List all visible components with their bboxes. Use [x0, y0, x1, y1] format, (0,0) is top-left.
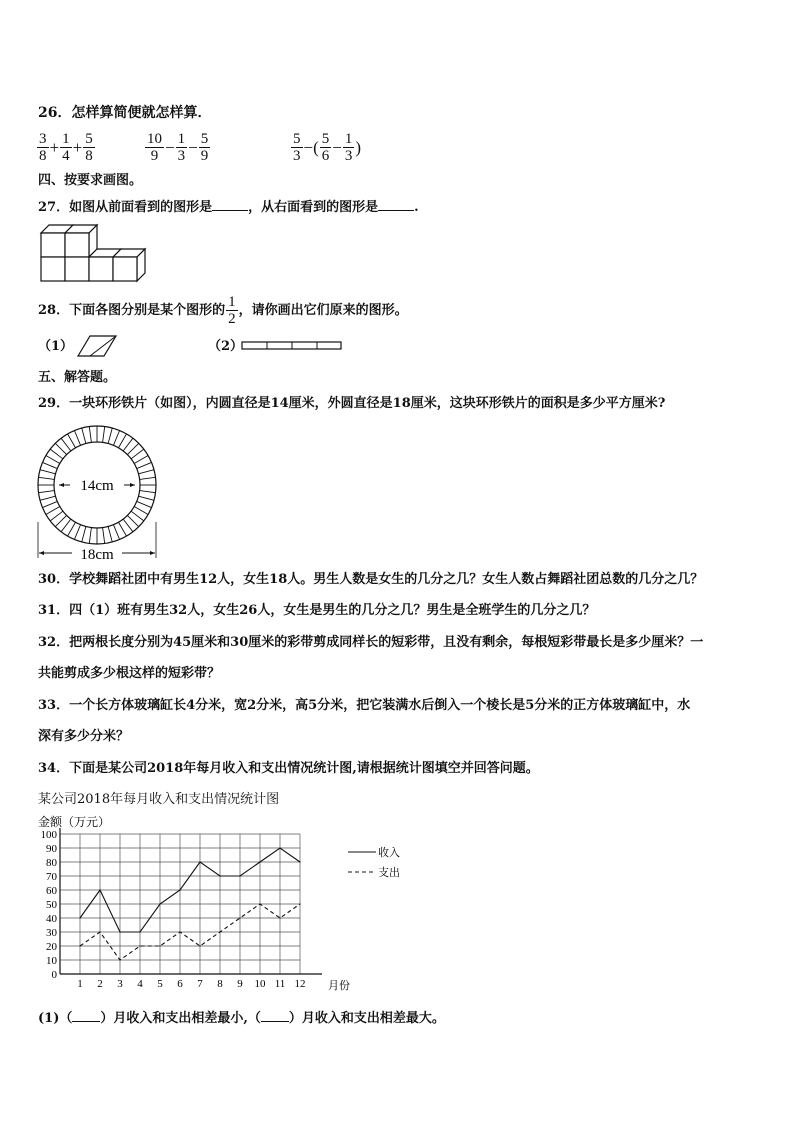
data-point [299, 903, 300, 904]
data-point [179, 931, 180, 932]
data-point [99, 931, 100, 932]
parallelogram-figure [76, 333, 118, 359]
outer-diameter-label: 18cm [80, 547, 114, 562]
segmented-bar-figure [240, 340, 344, 352]
chart-y-axis-label: 金额（万元） [38, 815, 111, 829]
ring-spoke [74, 430, 80, 445]
data-point [179, 889, 180, 890]
q29-line [38, 395, 665, 413]
x-tick-label: 10 [254, 978, 266, 990]
ring-spoke [103, 427, 105, 443]
ring-spoke [89, 528, 91, 544]
cube-stack-figure [38, 222, 148, 284]
x-tick-label: 1 [77, 978, 83, 990]
q28-number: 28． [38, 303, 70, 318]
ring-spoke [131, 511, 144, 521]
ring-spoke [39, 477, 55, 479]
ring-spoke [103, 528, 105, 544]
x-tick-label: 6 [177, 978, 183, 990]
annulus-figure [36, 422, 162, 562]
ring-spoke [140, 491, 156, 493]
y-tick-label: 90 [46, 843, 57, 855]
ring-spoke [139, 496, 154, 500]
q28-text-2: ，请你画出它们原来的图形。 [238, 303, 408, 318]
ring-spoke [39, 491, 55, 493]
q28-text-1: 下面各图分别是某个图形的 [69, 303, 226, 318]
legend-label: 支出 [378, 867, 400, 879]
ring-spoke [137, 501, 152, 507]
ring-spoke [140, 477, 156, 479]
ring-spoke [137, 462, 152, 468]
ring-spoke [119, 434, 127, 448]
q34-sub1-prefix: (1)（ [38, 1011, 73, 1026]
ring-spoke [123, 438, 133, 451]
data-point [199, 945, 200, 946]
q29-text: 一块环形铁片（如图），内圆直径是14厘米，外圆直径是18厘米，这块环形铁片的面积是多少平方厘米? [69, 396, 666, 411]
q32-line-2: 共能剪成多少根这样的短彩带？ [38, 666, 221, 681]
q26-text: 怎样算简便就怎样算． [71, 105, 212, 121]
y-tick-label: 100 [40, 829, 57, 841]
section-5-heading: 五、解答题。 [38, 370, 117, 385]
q28-label-1: （1） [38, 339, 74, 354]
data-point [119, 931, 120, 932]
data-point [279, 847, 280, 848]
ring-spoke [123, 519, 133, 532]
y-tick-label: 0 [51, 969, 57, 981]
x-tick-label: 12 [294, 978, 306, 990]
q34-sub1-text-2: ）月收入和支出相差最大。 [288, 1011, 445, 1026]
legend-label: 收入 [378, 847, 400, 859]
q26-line [38, 104, 211, 122]
q34-sub1-blank-2[interactable] [261, 1021, 289, 1022]
q33-text-1: 一个长方体玻璃缸长4分米，宽2分米，高5分米，把它装满水后倒入一个棱长是5分米的正方体玻璃缸中，水 [69, 698, 691, 713]
q30-line [38, 571, 703, 589]
y-tick-label: 80 [46, 857, 57, 869]
data-point [139, 931, 140, 932]
data-point [159, 945, 160, 946]
data-point [279, 917, 280, 918]
q27-number: 27． [38, 200, 70, 215]
data-point [219, 875, 220, 876]
y-tick-label: 50 [46, 899, 57, 911]
ring-spoke [134, 456, 148, 464]
data-point [259, 903, 260, 904]
data-point [159, 903, 160, 904]
y-tick-label: 40 [46, 913, 57, 925]
ring-spoke [127, 515, 138, 526]
q28-label-2: （2） [208, 339, 244, 354]
q34-number: 34． [38, 761, 70, 776]
q31-text: 四（1）班有男生32人，女生26人，女生是男生的几分之几？男生是全班学生的几分之几？ [69, 603, 596, 618]
ring-spoke [82, 428, 86, 443]
q32-text-1: 把两根长度分别为45厘米和30厘米的彩带剪成同样长的短彩带，且没有剩余，每根短彩带最长是多少厘米？一 [69, 635, 704, 650]
y-tick-label: 60 [46, 885, 57, 897]
ring-spoke [113, 430, 119, 445]
q34-text: 下面是某公司2018年每月收入和支出情况统计图,请根据统计图填空并回答问题。 [69, 761, 539, 776]
q27-text-2: ，从右面看到的图形是 [248, 200, 379, 215]
x-axis-label: 月份 [328, 980, 350, 992]
data-point [239, 875, 240, 876]
inner-diameter-label: 14cm [80, 478, 114, 494]
q28-fraction: $\frac{1}{2}$ [228, 294, 236, 327]
q27-text-1: 如图从前面看到的图形是 [69, 200, 213, 215]
data-point [239, 917, 240, 918]
q28-line [38, 294, 408, 327]
q34-sub1-text-1: ）月收入和支出相差最小,（ [100, 1011, 261, 1026]
x-tick-label: 3 [117, 978, 123, 990]
data-point [259, 861, 260, 862]
q34-sub1-line [38, 1010, 445, 1028]
q30-text: 学校舞蹈社团中有男生12人，女生18人。男生人数是女生的几分之几？女生人数占舞蹈社团总数的几分之几？ [69, 572, 704, 587]
q30-number: 30． [38, 572, 70, 587]
ring-spoke [139, 470, 154, 474]
q31-line [38, 602, 595, 620]
data-point [99, 889, 100, 890]
q34-line [38, 760, 539, 778]
y-tick-label: 30 [46, 927, 57, 939]
q31-number: 31． [38, 603, 70, 618]
q33-line-1 [38, 697, 690, 715]
ring-spoke [40, 470, 55, 474]
x-tick-label: 5 [157, 978, 163, 990]
q29-number: 29． [38, 396, 70, 411]
q33-line-2: 深有多少分米？ [38, 729, 130, 744]
ring-spoke [40, 496, 55, 500]
ring-spoke [131, 449, 144, 459]
q26-number: 26． [38, 105, 72, 121]
ring-spoke [74, 525, 80, 540]
expression-3: $\frac{5}{3}$ −( $\frac{5}{6}$ − $\frac{1}{3}$ ) [293, 131, 362, 164]
expression-2: $\frac{10}{9}$ − $\frac{1}{3}$ − $\frac{5}{9}$ [147, 131, 209, 164]
ring-spoke [61, 438, 71, 451]
x-tick-label: 11 [274, 978, 286, 990]
ring-spoke [68, 434, 76, 448]
y-tick-label: 70 [46, 871, 57, 883]
x-tick-label: 8 [217, 978, 223, 990]
ring-spoke [89, 427, 91, 443]
data-point [79, 917, 80, 918]
x-tick-label: 9 [237, 978, 243, 990]
ring-spoke [46, 456, 60, 464]
q27-text-3: . [414, 200, 419, 215]
section-4-heading: 四、按要求画图。 [38, 173, 143, 188]
q34-sub1-blank-1[interactable] [72, 1021, 100, 1022]
data-point [199, 861, 200, 862]
ring-spoke [113, 525, 119, 540]
q32-number: 32． [38, 635, 70, 650]
x-tick-label: 2 [97, 978, 103, 990]
y-tick-label: 20 [46, 941, 57, 953]
ring-spoke [42, 462, 57, 468]
ring-spoke [119, 522, 127, 536]
ring-spoke [50, 449, 63, 459]
ring-spoke [42, 501, 57, 507]
x-tick-label: 4 [137, 978, 143, 990]
ring-spoke [50, 511, 63, 521]
ring-spoke [82, 527, 86, 542]
ring-spoke [55, 515, 66, 526]
ring-spoke [46, 507, 60, 515]
ring-spoke [61, 519, 71, 532]
ring-spoke [55, 443, 66, 454]
q33-number: 33． [38, 698, 70, 713]
data-point [79, 945, 80, 946]
line-chart [36, 812, 416, 1004]
ring-spoke [108, 428, 112, 443]
data-point [119, 959, 120, 960]
q27-blank-2[interactable] [378, 198, 414, 211]
q27-blank-1[interactable] [212, 198, 248, 211]
chart-title: 某公司2018年每月收入和支出情况统计图 [38, 792, 280, 807]
expression-1: $\frac{3}{8}$ + $\frac{1}{4}$ + $\frac{5}{8}$ [39, 131, 93, 164]
ring-spoke [134, 507, 148, 515]
x-tick-label: 7 [197, 978, 203, 990]
q32-line-1 [38, 634, 703, 652]
data-point [139, 945, 140, 946]
data-point [219, 931, 220, 932]
ring-spoke [127, 443, 138, 454]
y-tick-label: 10 [46, 955, 57, 967]
q27-line [38, 198, 419, 217]
data-point [299, 861, 300, 862]
ring-spoke [108, 527, 112, 542]
ring-spoke [68, 522, 76, 536]
